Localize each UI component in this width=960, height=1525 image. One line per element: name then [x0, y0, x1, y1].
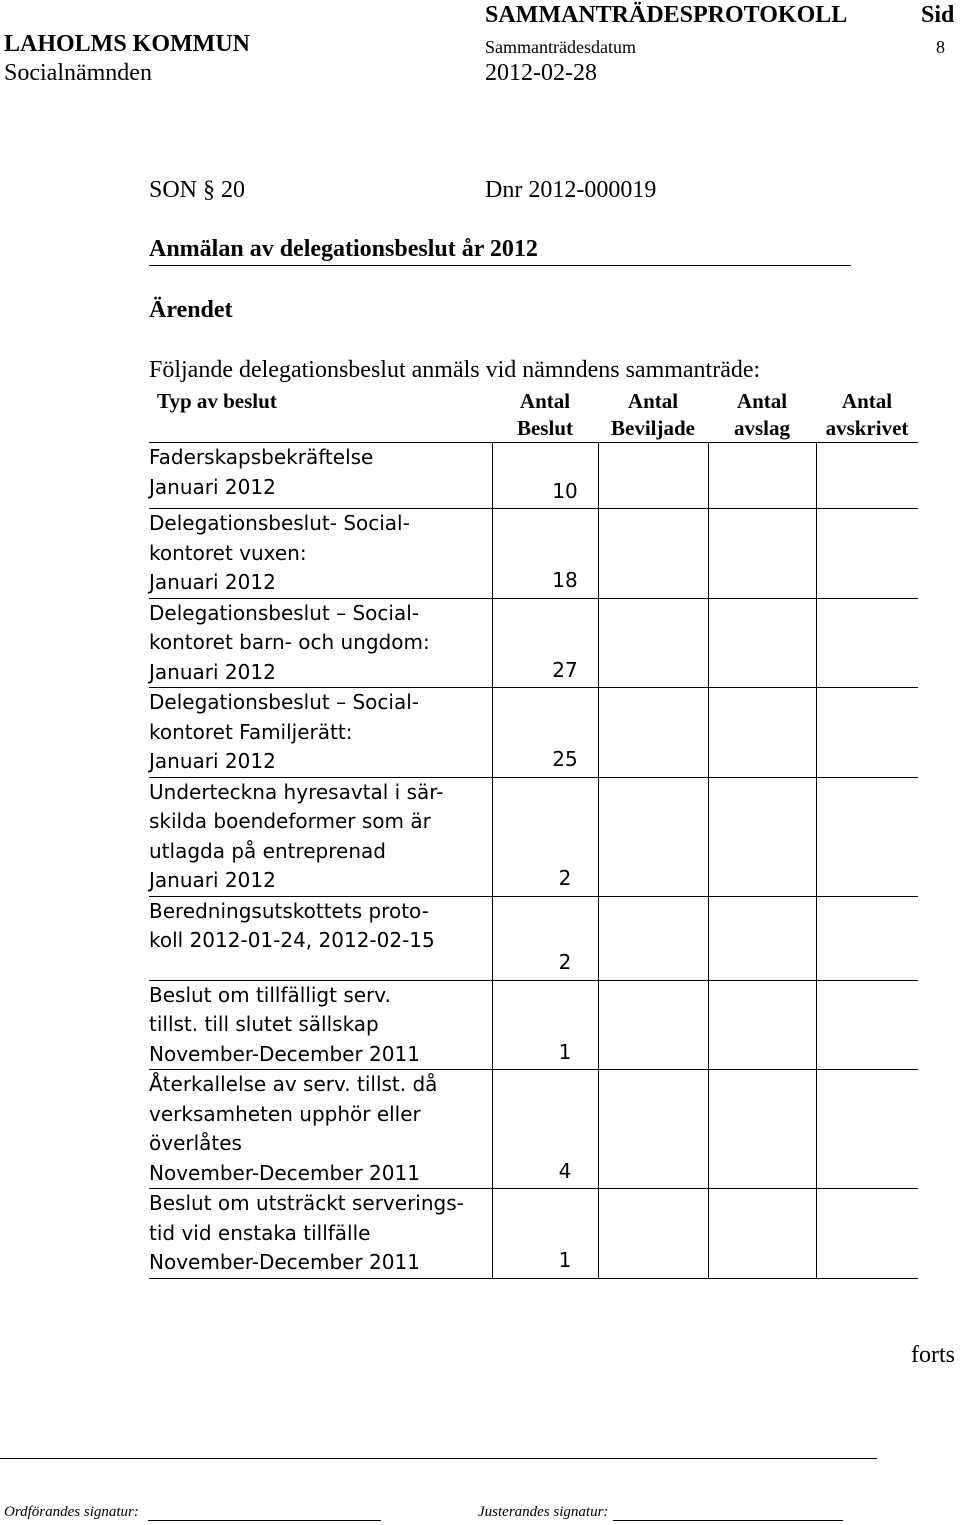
row-antal-avslag [708, 1070, 816, 1189]
footer-rule [0, 1458, 877, 1459]
meeting-date-label: Sammanträdesdatum [485, 37, 636, 57]
row-description [149, 777, 492, 896]
row-description [149, 443, 492, 509]
row-description-line: Beslut om tillfälligt serv. [149, 982, 391, 1007]
row-antal-avslag [708, 598, 816, 688]
header-avskrivet: Antal avskrivet [825, 389, 909, 440]
row-description-line: Januari 2012 [149, 659, 276, 684]
antal-beslut-value: 4 [558, 1158, 572, 1183]
row-antal-beslut [492, 598, 598, 688]
case-number: SON § 20 [149, 177, 246, 203]
row-description-line: tid vid enstaka tillfälle [149, 1220, 371, 1245]
row-antal-avskrivet [816, 980, 918, 1070]
row-description-line: Faderskapsbekräftelse [149, 445, 374, 469]
chair-signature-line [148, 1520, 381, 1521]
row-antal-beslut [492, 443, 598, 509]
header-beviljade: Antal Beviljade [611, 389, 695, 440]
sid-label: Sid [921, 2, 955, 28]
row-antal-beviljade [598, 980, 708, 1070]
delegation-table [149, 384, 918, 1279]
antal-beslut-value: 2 [558, 950, 572, 974]
row-antal-avslag [708, 896, 816, 980]
row-description-line: skilda boendeformer som är [149, 809, 431, 833]
title-rule [149, 265, 851, 266]
table-row [149, 443, 918, 509]
row-description [149, 688, 492, 778]
row-antal-avslag [708, 443, 816, 509]
row-description-line: Underteckna hyresavtal i sär- [149, 779, 444, 804]
row-antal-avskrivet [816, 896, 918, 980]
row-antal-avslag [708, 688, 816, 778]
row-description-line: Beredningsutskottets proto- [149, 898, 429, 923]
antal-beslut-value: 18 [552, 568, 578, 592]
antal-beslut-value: 2 [558, 866, 572, 890]
row-antal-beviljade [598, 443, 708, 509]
header-typ: Typ av beslut [157, 389, 277, 413]
table-row [149, 1189, 918, 1279]
adjuster-signature-label: Justerandes signatur: [478, 1504, 609, 1520]
row-description [149, 980, 492, 1070]
row-antal-avskrivet [816, 443, 918, 509]
table-row [149, 1070, 918, 1189]
row-antal-avskrivet [816, 1189, 918, 1279]
row-description-line: koll 2012-01-24, 2012-02-15 [149, 928, 435, 952]
table-row [149, 777, 918, 896]
row-antal-beslut [492, 688, 598, 778]
row-description-line: Beslut om utsträckt serverings- [149, 1191, 464, 1215]
row-description-line: November-December 2011 [149, 1160, 420, 1185]
row-antal-beslut [492, 1189, 598, 1279]
row-antal-avskrivet [816, 598, 918, 688]
row-description-line: överlåtes [149, 1131, 242, 1155]
intro-text: Följande delegationsbeslut anmäls vid nämndens sammanträde: [149, 357, 761, 383]
antal-beslut-value: 25 [552, 747, 578, 771]
row-antal-avskrivet [816, 688, 918, 778]
antal-beslut-value: 10 [552, 478, 578, 503]
chair-signature-label: Ordförandes signatur: [4, 1504, 139, 1520]
table-row [149, 598, 918, 688]
row-description-line: Delegationsbeslut- Social- [149, 511, 410, 535]
row-description-line: Delegationsbeslut – Social- [149, 600, 419, 625]
row-description-line: kontoret vuxen: [149, 540, 307, 565]
row-description-line: November-December 2011 [149, 1250, 420, 1274]
row-description-line: November-December 2011 [149, 1041, 420, 1066]
row-description-line: Januari 2012 [149, 749, 276, 773]
row-description-line: verksamheten upphör eller [149, 1101, 421, 1126]
row-antal-beslut [492, 777, 598, 896]
table-row [149, 509, 918, 599]
row-antal-beslut [492, 1070, 598, 1189]
row-description [149, 1070, 492, 1189]
table-row [149, 896, 918, 980]
row-antal-beviljade [598, 896, 708, 980]
row-antal-avskrivet [816, 777, 918, 896]
antal-beslut-value: 1 [558, 1039, 572, 1064]
table-row [149, 980, 918, 1070]
row-antal-beviljade [598, 777, 708, 896]
row-antal-avskrivet [816, 509, 918, 599]
row-description-line: Januari 2012 [149, 868, 276, 892]
header-beslut: Antal Beslut [516, 389, 573, 440]
case-dnr: Dnr 2012-000019 [485, 177, 657, 203]
row-description [149, 1189, 492, 1279]
adjuster-signature-line [613, 1520, 843, 1521]
row-description-line: kontoret Familjerätt: [149, 719, 353, 744]
row-antal-avskrivet [816, 1070, 918, 1189]
row-description [149, 509, 492, 599]
case-title: Anmälan av delegationsbeslut år 2012 [149, 236, 538, 262]
page-number: 8 [936, 37, 945, 57]
row-antal-beviljade [598, 1189, 708, 1279]
row-description-line: utlagda på entreprenad [149, 838, 386, 863]
row-description-line: Januari 2012 [149, 570, 276, 594]
row-description [149, 598, 492, 688]
row-description-line: Delegationsbeslut – Social- [149, 690, 419, 714]
row-antal-beviljade [598, 688, 708, 778]
row-antal-beslut [492, 509, 598, 599]
antal-beslut-value: 27 [552, 657, 578, 682]
document-type: SAMMANTRÄDESPROTOKOLL [485, 2, 848, 28]
continued-marker: forts [911, 1342, 955, 1368]
row-description-line: kontoret barn- och ungdom: [149, 630, 430, 654]
row-antal-beslut [492, 896, 598, 980]
row-antal-avslag [708, 1189, 816, 1279]
committee-name: Socialnämnden [4, 60, 152, 86]
row-description-line: Återkallelse av serv. tillst. då [149, 1072, 438, 1096]
table-header-row [149, 384, 918, 443]
section-heading: Ärendet [149, 297, 233, 323]
row-description [149, 896, 492, 980]
row-description-line: tillst. till slutet sällskap [149, 1012, 379, 1036]
table-row [149, 688, 918, 778]
antal-beslut-value: 1 [558, 1248, 572, 1272]
header-avslag: Antal avslag [733, 389, 790, 440]
row-antal-avslag [708, 777, 816, 896]
row-antal-avslag [708, 509, 816, 599]
organization-name: LAHOLMS KOMMUN [4, 31, 250, 57]
row-antal-beslut [492, 980, 598, 1070]
row-antal-avslag [708, 980, 816, 1070]
row-antal-beviljade [598, 509, 708, 599]
row-antal-beviljade [598, 598, 708, 688]
row-description-line: Januari 2012 [149, 474, 276, 499]
row-antal-beviljade [598, 1070, 708, 1189]
meeting-date: 2012-02-28 [485, 60, 597, 86]
